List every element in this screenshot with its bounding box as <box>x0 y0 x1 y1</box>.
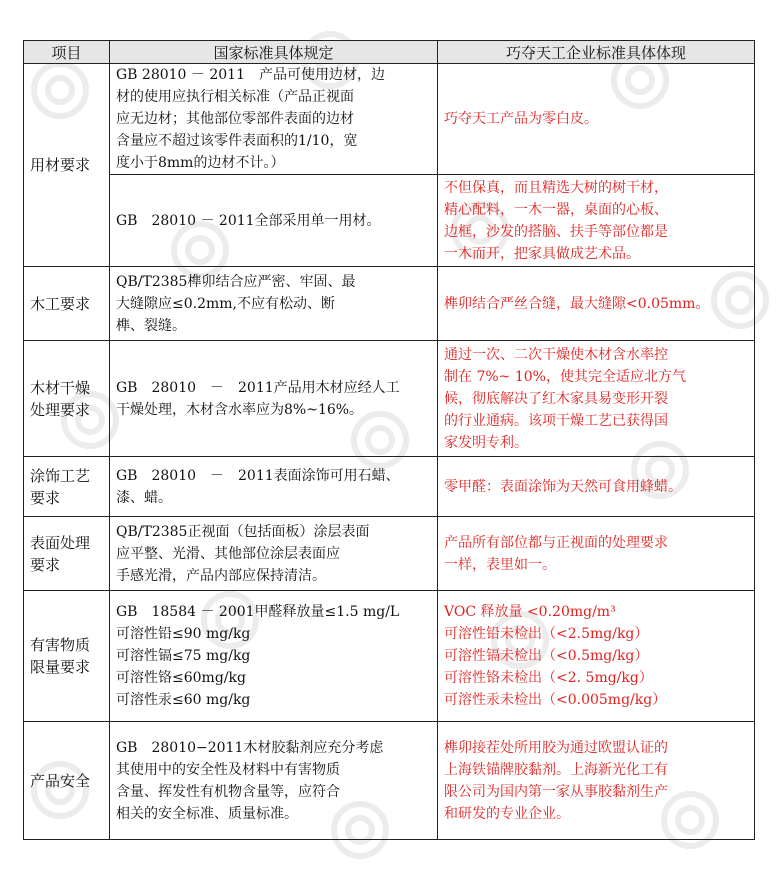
company-cell: 产品所有部位都与正视面的处理要求 一样，表里如一。 <box>438 517 755 591</box>
item-label: 要求 <box>30 488 61 507</box>
item-label: 有害物质 <box>30 636 91 654</box>
item-cell <box>24 267 110 341</box>
table-row <box>24 341 755 457</box>
national-cell: QB/T2385正视面（包括面板）涂层表面 应平整、光滑、其他部位涂层表面应 手感光滑，产品内部应保持清洁。 <box>110 517 438 591</box>
header-item: 项目 <box>24 41 110 64</box>
item-cell <box>24 341 110 457</box>
item-label: 限量要求 <box>30 658 91 676</box>
table-row <box>24 64 755 175</box>
table-row <box>24 591 755 722</box>
national-cell: GB 28010 － 2011产品用木材应经人工 干燥处理，木材含水率应为8%~16%。 <box>110 341 438 457</box>
item-label: 木工要求 <box>30 294 91 313</box>
item-label: 用材要求 <box>30 156 91 174</box>
item-cell <box>24 591 110 722</box>
table-row <box>24 267 755 341</box>
company-cell: 不但保真，而且精选大树的树干材， 精心配料，一木一器，桌面的心板、 边框，沙发的搭脑、扶手等部位都是 一木而开，把家具做成艺术品。 <box>438 175 755 267</box>
item-label: 处理要求 <box>30 400 91 419</box>
company-cell: 通过一次、二次干燥使木材含水率控 制在 7%~ 10%，使其完全适应北方气 候，彻底解决了红木家具易变形开裂 的行业通病。该项干燥工艺已获得国 家发明专利。 <box>438 341 755 457</box>
header-national-standard: 国家标准具体规定 <box>110 41 438 64</box>
item-label: 涂饰工艺 <box>30 466 91 485</box>
table-row <box>24 722 755 840</box>
national-cell: GB 28010 － 2011表面涂饰可用石蜡、 漆、蜡。 <box>110 457 438 517</box>
header-company-standard: 巧夺天工企业标准具体体现 <box>438 41 755 64</box>
table-row <box>24 517 755 591</box>
national-cell: GB 28010 － 2011全部采用单一用材。 <box>110 175 438 267</box>
standards-comparison-table <box>23 40 755 840</box>
national-cell: GB 18584 － 2001甲醛释放量≤1.5 mg/L 可溶性铅≤90 mg/kg 可溶性镉≤75 mg/kg 可溶性铬≤60mg/kg 可溶性汞≤60 mg/kg <box>110 591 438 722</box>
company-cell: 零甲醛：表面涂饰为天然可食用蜂蜡。 <box>438 457 755 517</box>
company-cell: VOC 释放量 <0.20mg/m³ 可溶性铅未检出（<2.5mg/kg） 可溶性镉未检出（<0.5mg/kg） 可溶性铬未检出（<2. 5mg/kg） 可溶性汞未检出（<0.005mg/kg） <box>438 591 755 722</box>
item-cell <box>24 457 110 517</box>
item-cell <box>24 517 110 591</box>
national-cell: GB 28010 － 2011 产品可使用边材，边 材的使用应执行相关标准（产品正视面 应无边材；其他部位零部件表面的边材 含量应不超过该零件表面积的1/10，宽 度小于8mm的边材不计。） <box>110 64 438 175</box>
item-label: 表面处理 <box>30 533 91 552</box>
item-label: 木材干燥 <box>30 378 91 397</box>
item-label: 产品安全 <box>30 771 91 790</box>
table-row <box>24 457 755 517</box>
item-label: 要求 <box>30 555 61 574</box>
header-row <box>24 41 755 64</box>
company-cell: 巧夺天工产品为零白皮。 <box>438 64 755 175</box>
company-cell: 榫卯结合严丝合缝，最大缝隙<0.05mm。 <box>438 267 755 341</box>
table-row <box>24 175 755 267</box>
item-cell <box>24 64 110 267</box>
company-cell: 榫卯接茬处所用胶为通过欧盟认证的 上海铁锚牌胶黏剂。上海新光化工有 限公司为国内第一家从事胶黏剂生产 和研发的专业企业。 <box>438 722 755 840</box>
national-cell: GB 28010−2011木材胶黏剂应充分考虑 其使用中的安全性及材料中有害物质 含量、挥发性有机物含量等，应符合 相关的安全标准、质量标准。 <box>110 722 438 840</box>
national-cell: QB/T2385榫卯结合应严密、牢固、最 大缝隙应≤0.2mm,不应有松动、断 榫、裂缝。 <box>110 267 438 341</box>
item-cell <box>24 722 110 840</box>
